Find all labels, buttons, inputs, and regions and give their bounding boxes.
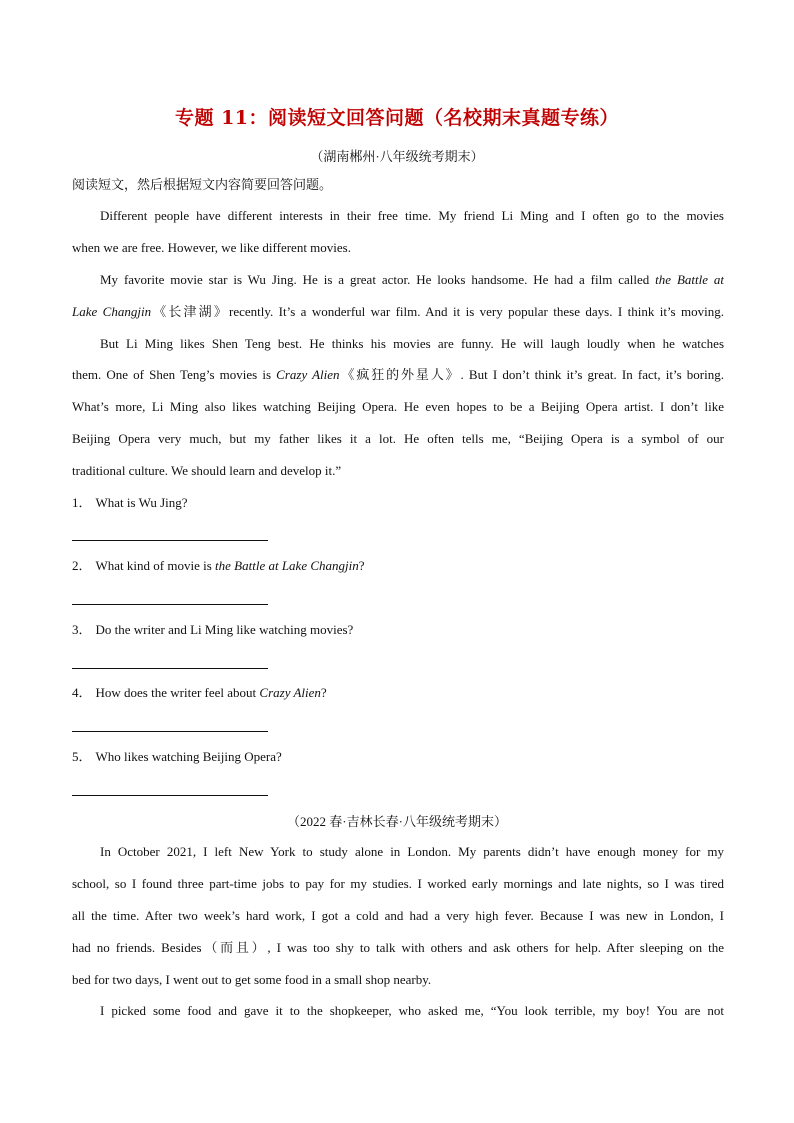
question-2: 2． What kind of movie is the Battle at Lake Changjin? bbox=[72, 558, 365, 573]
passage1-line: Beijing Opera very much, but my father likes it a lot. He often tells me, “Beijing Opera is a symbol of our bbox=[72, 431, 724, 446]
question-4: 4． How does the writer feel about Crazy Alien? bbox=[72, 685, 327, 700]
answer-line-4[interactable] bbox=[72, 731, 268, 732]
passage1-line: But Li Ming likes Shen Teng best. He thinks his movies are funny. He will laugh loudly when he watches bbox=[100, 336, 724, 351]
answer-line-1[interactable] bbox=[72, 540, 268, 541]
passage2-line: school, so I found three part-time jobs to pay for my studies. I worked early mornings and late nights, so I was tired bbox=[72, 876, 724, 891]
passage1-line: My favorite movie star is Wu Jing. He is a great actor. He looks handsome. He had a film called the Battle at bbox=[100, 272, 724, 287]
passage1-instruction: 阅读短文，然后根据短文内容简要回答问题。 bbox=[72, 177, 333, 192]
passage1-source: （湖南郴州·八年级统考期末） bbox=[310, 149, 484, 164]
passage2-line: had no friends. Besides（而且）, I was too shy to talk with others and ask others for help. After sleeping on the bbox=[72, 940, 724, 955]
passage1-line: Different people have different interests in their free time. My friend Li Ming and I often go to the movies bbox=[100, 208, 724, 223]
passage2-line: bed for two days, I went out to get some food in a small shop nearby. bbox=[72, 972, 432, 987]
passage1-line: Lake Changjin《长津湖》recently. It’s a wonderful war film. And it is very popular these days. I think it’s moving. bbox=[72, 304, 724, 319]
question-3: 3． Do the writer and Li Ming like watching movies? bbox=[72, 622, 354, 637]
question-1: 1． What is Wu Jing? bbox=[72, 495, 188, 510]
passage1-line: traditional culture. We should learn and develop it.” bbox=[72, 463, 342, 478]
passage1-line: them. One of Shen Teng’s movies is Crazy Alien《疯狂的外星人》. But I don’t think it’s great. In fact, it’s boring. bbox=[72, 367, 724, 382]
passage2-line: In October 2021, I left New York to study alone in London. My parents didn’t have enough money for my bbox=[100, 844, 724, 859]
page-title: 专题 11：阅读短文回答问题（名校期末真题专练） bbox=[174, 107, 620, 129]
passage1-line: What’s more, Li Ming also likes watching Beijing Opera. He even hopes to be a Beijing Opera artist. I don’t like bbox=[72, 399, 724, 414]
passage1-line: when we are free. However, we like different movies. bbox=[72, 240, 351, 255]
passage2-line: all the time. After two week’s hard work, I got a cold and had a very high fever. Because I was new in London, I bbox=[72, 908, 724, 923]
answer-line-2[interactable] bbox=[72, 604, 268, 605]
passage2-line: I picked some food and gave it to the shopkeeper, who asked me, “You look terrible, my boy! You are not bbox=[100, 1003, 724, 1018]
answer-line-5[interactable] bbox=[72, 795, 268, 796]
passage2-source: （2022 春·吉林长春·八年级统考期末） bbox=[287, 814, 507, 829]
answer-line-3[interactable] bbox=[72, 668, 268, 669]
question-5: 5． Who likes watching Beijing Opera? bbox=[72, 749, 282, 764]
